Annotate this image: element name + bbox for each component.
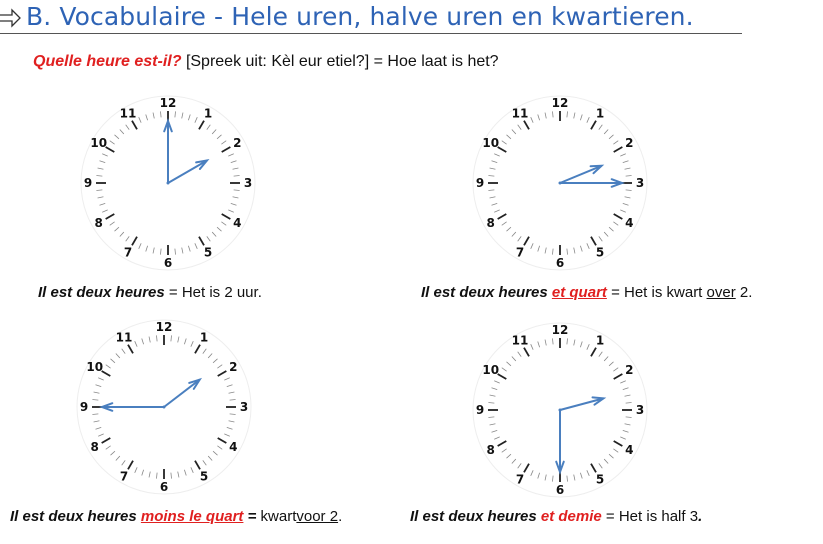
- clock-number: 4: [625, 443, 634, 457]
- caption-dutch-suffix: 2.: [739, 284, 753, 301]
- caption-dutch: kwart: [260, 508, 297, 525]
- section-header: [0, 0, 760, 36]
- clock-number: 12: [155, 320, 173, 334]
- clock-number: 6: [555, 483, 565, 497]
- clock-number: 11: [511, 333, 529, 348]
- clock-number: 2: [233, 136, 242, 150]
- clock-number: 8: [486, 216, 495, 230]
- caption-2-30: [410, 508, 702, 525]
- clock-number: 9: [475, 403, 485, 417]
- clock-face: [470, 93, 650, 273]
- clock-number: 10: [90, 136, 108, 150]
- question-pronunciation: [Spreek uit: Kèl eur etiel?]: [185, 53, 370, 70]
- clock-number: 8: [94, 216, 103, 230]
- clock-number: 8: [90, 440, 99, 454]
- caption-french-red: et demie: [540, 508, 602, 525]
- clock-face: [470, 320, 650, 500]
- caption-dutch-underlined: over: [706, 284, 736, 301]
- clock-number: 9: [475, 176, 485, 190]
- clock-number: 2: [625, 363, 634, 377]
- question-french: Quelle heure est-il?: [33, 53, 182, 70]
- clock-number: 4: [625, 216, 634, 230]
- clock-number: 3: [239, 400, 249, 414]
- clock-number: 2: [625, 136, 634, 150]
- caption-dutch-suffix: .: [338, 508, 343, 525]
- clock-number: 3: [635, 403, 645, 417]
- clock-number: 7: [123, 245, 133, 260]
- clock-number: 5: [199, 469, 209, 484]
- clock-number: 5: [203, 245, 213, 260]
- clock-center: [163, 406, 166, 409]
- caption-dutch: = Het is half 3: [605, 508, 699, 525]
- caption-2-15: [421, 284, 752, 301]
- question-line: [33, 53, 499, 71]
- caption-french: Il est deux heures: [10, 508, 137, 525]
- clock-number: 10: [482, 136, 500, 150]
- caption-dutch: = Het is 2 uur.: [168, 284, 262, 301]
- caption-french: Il est deux heures: [38, 284, 165, 301]
- clock-number: 7: [515, 245, 525, 260]
- question-translation: = Hoe laat is het?: [373, 53, 499, 70]
- clock-number: 8: [486, 443, 495, 457]
- clock-number: 12: [551, 96, 569, 110]
- caption-french: Il est deux heures: [421, 284, 548, 301]
- clock-number: 10: [482, 363, 500, 377]
- header-divider: [0, 33, 742, 34]
- clock-number: 6: [163, 256, 173, 270]
- clock-number: 2: [229, 360, 238, 374]
- clock-number: 12: [159, 96, 177, 110]
- section-title: B. Vocabulaire - Hele uren, halve uren en kwartieren.: [26, 2, 694, 31]
- caption-dutch: = Het is kwart: [611, 284, 703, 301]
- clock-number: 5: [595, 472, 605, 487]
- caption-french-red: moins le quart: [140, 508, 244, 525]
- clock-center: [559, 409, 562, 412]
- clock-2-00: [78, 93, 258, 273]
- clock-number: 1: [203, 106, 213, 121]
- clock-number: 11: [511, 106, 529, 121]
- clock-face: [78, 93, 258, 273]
- caption-dutch-suffix: .: [698, 508, 703, 525]
- clock-number: 11: [119, 106, 137, 121]
- clock-number: 12: [551, 323, 569, 337]
- clock-number: 6: [159, 480, 169, 494]
- clock-center: [559, 182, 562, 185]
- clock-number: 10: [86, 360, 104, 374]
- caption-1-45: [10, 508, 342, 525]
- clock-number: 3: [243, 176, 253, 190]
- clock-number: 7: [515, 472, 525, 487]
- caption-dutch-underlined: voor 2: [296, 508, 339, 525]
- clock-center: [167, 182, 170, 185]
- clock-number: 9: [79, 400, 89, 414]
- caption-french: Il est deux heures: [410, 508, 537, 525]
- clock-1-45: [74, 317, 254, 497]
- clock-number: 1: [595, 106, 605, 121]
- clock-2-30: [470, 320, 650, 500]
- clock-number: 11: [115, 330, 133, 345]
- clock-number: 1: [595, 333, 605, 348]
- clock-face: [74, 317, 254, 497]
- clock-number: 9: [83, 176, 93, 190]
- clock-number: 3: [635, 176, 645, 190]
- clock-number: 1: [199, 330, 209, 345]
- caption-french-red: et quart: [551, 284, 607, 301]
- clock-number: 4: [229, 440, 238, 454]
- clock-2-15: [470, 93, 650, 273]
- clock-number: 6: [555, 256, 565, 270]
- clock-number: 5: [595, 245, 605, 260]
- clock-number: 4: [233, 216, 242, 230]
- clock-number: 7: [119, 469, 129, 484]
- arrow-right-icon: [0, 4, 22, 30]
- caption-equals: =: [247, 508, 257, 525]
- caption-2-00: [38, 284, 262, 301]
